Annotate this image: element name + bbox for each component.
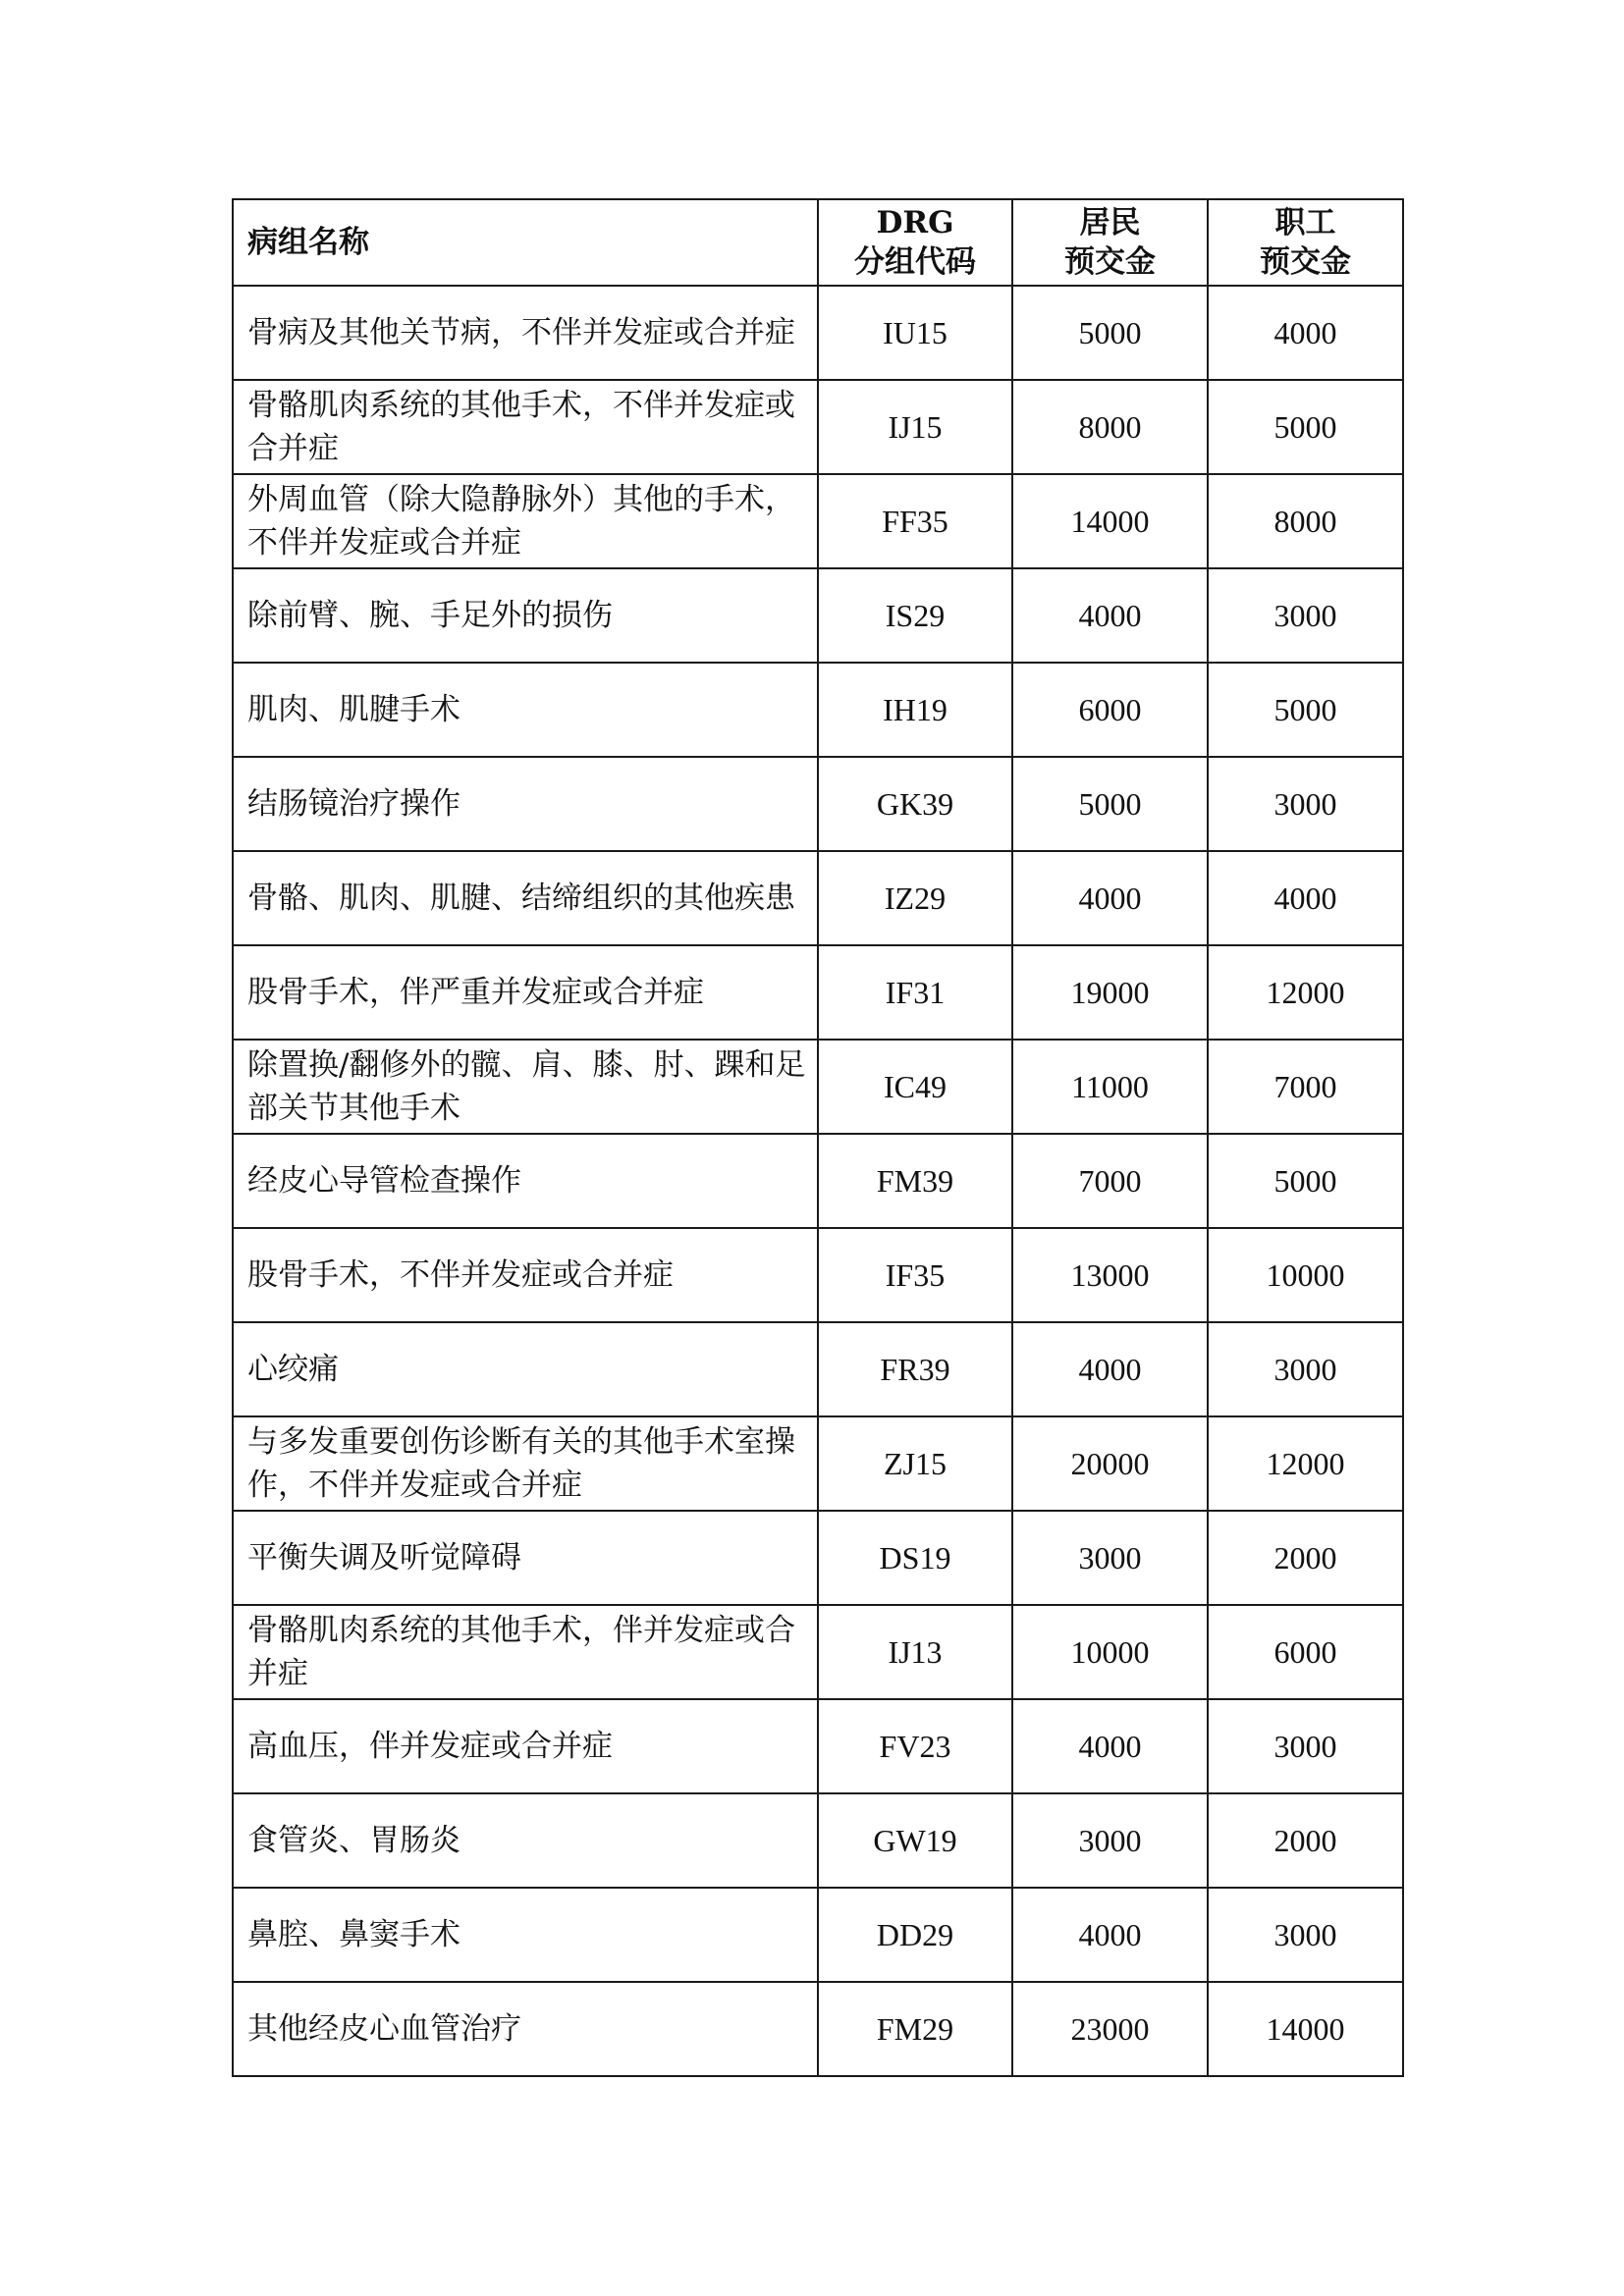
table-row [233,1605,1403,1699]
resident-prepayment-cell: 20000 [1012,1416,1208,1511]
drg-code-cell: IF35 [818,1228,1012,1322]
disease-group-name-cell: 经皮心导管检查操作 [233,1134,818,1228]
table-row [233,474,1403,568]
disease-group-name-cell: 骨骼肌肉系统的其他手术，不伴并发症或合并症 [233,380,818,474]
resident-prepayment-cell: 3000 [1012,1511,1208,1605]
resident-prepayment-cell: 5000 [1012,286,1208,380]
header-row [233,199,1403,286]
header-drg-code-line2: 分组代码 [854,244,976,280]
header-employee-prepayment [1208,199,1403,286]
drg-code-cell: IU15 [818,286,1012,380]
disease-group-name-cell: 平衡失调及听觉障碍 [233,1511,818,1605]
drg-code-cell: IH19 [818,663,1012,757]
disease-group-name-cell: 高血压，伴并发症或合并症 [233,1699,818,1793]
resident-prepayment-cell: 8000 [1012,380,1208,474]
table-row [233,1699,1403,1793]
employee-prepayment-cell: 14000 [1208,1982,1403,2076]
disease-group-name-cell: 除置换/翻修外的髋、肩、膝、肘、踝和足部关节其他手术 [233,1040,818,1134]
disease-group-name-cell: 结肠镜治疗操作 [233,757,818,851]
header-employee-line1: 职工 [1274,205,1336,240]
table-row [233,286,1403,380]
employee-prepayment-cell: 4000 [1208,851,1403,945]
table-row [233,663,1403,757]
employee-prepayment-cell: 5000 [1208,1134,1403,1228]
table-row [233,1511,1403,1605]
employee-prepayment-cell: 7000 [1208,1040,1403,1134]
resident-prepayment-cell: 4000 [1012,1322,1208,1416]
table-row [233,1040,1403,1134]
table-row [233,851,1403,945]
table-body [233,286,1403,2076]
header-drg-code [818,199,1012,286]
resident-prepayment-cell: 14000 [1012,474,1208,568]
table-row [233,1982,1403,2076]
table-row [233,1228,1403,1322]
drg-code-cell: FR39 [818,1322,1012,1416]
drg-code-cell: FV23 [818,1699,1012,1793]
disease-group-name-cell: 股骨手术，不伴并发症或合并症 [233,1228,818,1322]
employee-prepayment-cell: 2000 [1208,1793,1403,1888]
drg-code-cell: GK39 [818,757,1012,851]
disease-group-name-cell: 鼻腔、鼻窦手术 [233,1888,818,1982]
resident-prepayment-cell: 4000 [1012,568,1208,663]
header-resident-prepayment [1012,199,1208,286]
table-row [233,1322,1403,1416]
disease-group-name-cell: 外周血管（除大隐静脉外）其他的手术，不伴并发症或合并症 [233,474,818,568]
drg-code-cell: DD29 [818,1888,1012,1982]
drg-code-cell: IJ13 [818,1605,1012,1699]
disease-group-name-cell: 与多发重要创伤诊断有关的其他手术室操作，不伴并发症或合并症 [233,1416,818,1511]
disease-group-name-cell: 骨骼肌肉系统的其他手术，伴并发症或合并症 [233,1605,818,1699]
disease-group-name-cell: 其他经皮心血管治疗 [233,1982,818,2076]
resident-prepayment-cell: 4000 [1012,1699,1208,1793]
resident-prepayment-cell: 7000 [1012,1134,1208,1228]
table-row [233,1134,1403,1228]
disease-group-name-cell: 骨骼、肌肉、肌腱、结缔组织的其他疾患 [233,851,818,945]
employee-prepayment-cell: 3000 [1208,1322,1403,1416]
drg-code-cell: IF31 [818,945,1012,1040]
drg-code-cell: IJ15 [818,380,1012,474]
employee-prepayment-cell: 6000 [1208,1605,1403,1699]
header-resident-line1: 居民 [1079,205,1141,240]
drg-code-cell: ZJ15 [818,1416,1012,1511]
drg-prepayment-table [232,198,1404,2077]
table-row [233,1793,1403,1888]
resident-prepayment-cell: 4000 [1012,851,1208,945]
employee-prepayment-cell: 3000 [1208,1888,1403,1982]
resident-prepayment-cell: 3000 [1012,1793,1208,1888]
disease-group-name-cell: 食管炎、胃肠炎 [233,1793,818,1888]
drg-code-cell: FM39 [818,1134,1012,1228]
table-row [233,757,1403,851]
resident-prepayment-cell: 11000 [1012,1040,1208,1134]
table-row [233,945,1403,1040]
drg-code-cell: IC49 [818,1040,1012,1134]
drg-code-cell: IZ29 [818,851,1012,945]
employee-prepayment-cell: 4000 [1208,286,1403,380]
header-disease-group-name: 病组名称 [233,199,818,286]
resident-prepayment-cell: 6000 [1012,663,1208,757]
employee-prepayment-cell: 12000 [1208,1416,1403,1511]
drg-code-cell: GW19 [818,1793,1012,1888]
employee-prepayment-cell: 10000 [1208,1228,1403,1322]
header-drg-code-line1: DRG [876,205,954,240]
table-row [233,568,1403,663]
header-resident-line2: 预交金 [1064,244,1156,280]
disease-group-name-cell: 除前臂、腕、手足外的损伤 [233,568,818,663]
disease-group-name-cell: 骨病及其他关节病，不伴并发症或合并症 [233,286,818,380]
drg-code-cell: DS19 [818,1511,1012,1605]
drg-code-cell: FM29 [818,1982,1012,2076]
employee-prepayment-cell: 8000 [1208,474,1403,568]
resident-prepayment-cell: 19000 [1012,945,1208,1040]
employee-prepayment-cell: 3000 [1208,568,1403,663]
header-employee-line2: 预交金 [1260,244,1351,280]
table-header [233,199,1403,286]
table-row [233,1888,1403,1982]
resident-prepayment-cell: 5000 [1012,757,1208,851]
resident-prepayment-cell: 4000 [1012,1888,1208,1982]
disease-group-name-cell: 心绞痛 [233,1322,818,1416]
drg-code-cell: FF35 [818,474,1012,568]
disease-group-name-cell: 肌肉、肌腱手术 [233,663,818,757]
table-row [233,380,1403,474]
employee-prepayment-cell: 5000 [1208,663,1403,757]
resident-prepayment-cell: 13000 [1012,1228,1208,1322]
drg-code-cell: IS29 [818,568,1012,663]
employee-prepayment-cell: 2000 [1208,1511,1403,1605]
employee-prepayment-cell: 3000 [1208,1699,1403,1793]
employee-prepayment-cell: 5000 [1208,380,1403,474]
employee-prepayment-cell: 12000 [1208,945,1403,1040]
resident-prepayment-cell: 10000 [1012,1605,1208,1699]
disease-group-name-cell: 股骨手术，伴严重并发症或合并症 [233,945,818,1040]
resident-prepayment-cell: 23000 [1012,1982,1208,2076]
employee-prepayment-cell: 3000 [1208,757,1403,851]
table-row [233,1416,1403,1511]
